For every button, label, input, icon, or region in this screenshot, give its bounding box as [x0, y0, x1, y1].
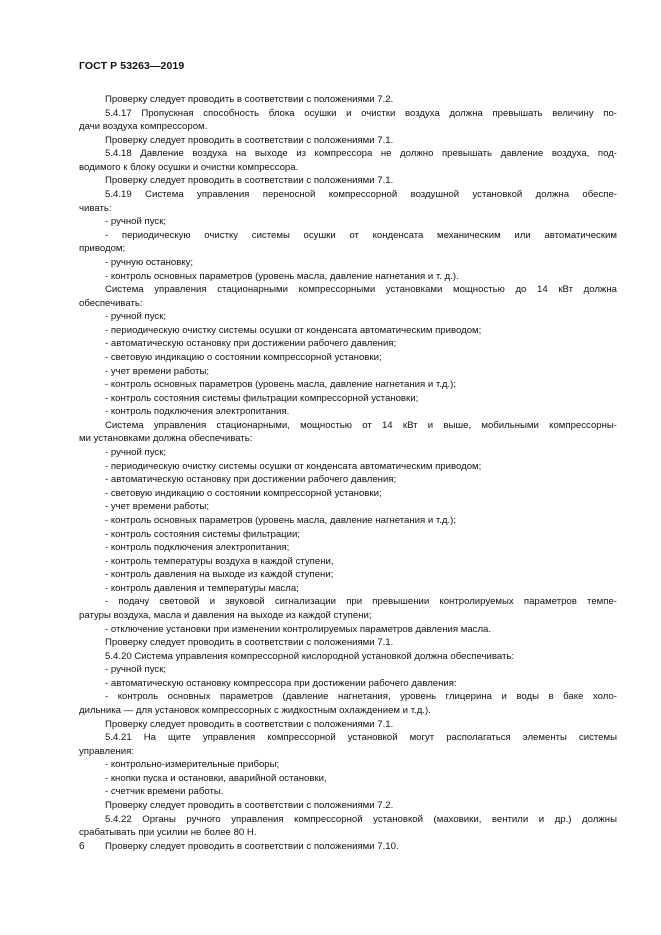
text-line: - автоматическую остановку при достижении рабочего давления;: [105, 338, 397, 350]
text-line: - контроль температуры воздуха в каждой ступени,: [105, 555, 334, 567]
text-line: - счетчик времени работы.: [105, 786, 224, 798]
text-line: обеспечивать:: [79, 297, 143, 309]
text-line: Проверку следует проводить в соответствии с положениями 7.1.: [105, 718, 394, 730]
text-line: водимого к блоку осушки и очистки компрессора.: [79, 161, 299, 173]
text-line: Проверку следует проводить в соответствии с положениями 7.10.: [105, 840, 399, 852]
text-line: - контроль давления и температуры масла;: [105, 582, 299, 594]
text-line: - ручную остановку;: [105, 256, 194, 268]
text-line: Проверку следует проводить в соответствии с положениями 7.2.: [105, 800, 394, 812]
text-line: - ручной пуск;: [105, 664, 167, 676]
text-line: Система управления стационарными, мощностью от 14 кВт и выше, мобильными компрессорны-: [105, 419, 617, 431]
text-line: - контроль подключения электропитания.: [105, 406, 290, 418]
text-line: 5.4.22 Органы ручного управления компрессорной установкой (маховики, вентили и др.) должны: [105, 813, 617, 825]
text-line: Проверку следует проводить в соответствии с положениями 7.1.: [105, 134, 394, 146]
text-line: 5.4.19 Система управления переносной компрессорной воздушной установкой должна обеспе-: [105, 189, 617, 201]
text-line: - учет времени работы;: [105, 365, 209, 377]
text-line: приводом;: [79, 243, 126, 255]
text-line: - учет времени работы;: [105, 501, 209, 513]
text-line: 5.4.21 На щите управления компрессорной установкой могут располагаться элементы системы: [105, 732, 617, 744]
text-line: Система управления стационарными компрессорными установками мощностью до 14 кВт должна: [105, 284, 617, 296]
text-line: срабатывать при усилии не более 80 Н.: [79, 827, 257, 839]
text-line: Проверку следует проводить в соответствии с положениями 7.1.: [105, 175, 394, 187]
text-line: 5.4.18 Давление воздуха на выходе из компрессора не должно превышать давление воздуха, под-: [105, 148, 617, 160]
text-line: - периодическую очистку системы осушки от конденсата автоматическим приводом;: [105, 324, 482, 336]
text-line: - ручной пуск;: [105, 311, 167, 323]
text-line: - контроль основных параметров (уровень масла, давление нагнетания и т.д.);: [105, 514, 457, 526]
document-body: [79, 93, 617, 853]
text-line: - контроль состояния системы фильтрации компрессорной установки;: [105, 392, 419, 404]
text-line: - контроль основных параметров (давление нагнетания, уровень глицерина и воды в баке холо-: [105, 691, 617, 703]
text-line: дильника — для установок компрессорных с жидкостным охлаждением и т.д.).: [79, 705, 431, 717]
text-line: - контроль основных параметров (уровень масла, давление нагнетания и т.д.);: [105, 379, 457, 391]
text-line: - контроль основных параметров (уровень масла, давление нагнетания и т. д.).: [105, 270, 459, 282]
text-line: - кнопки пуска и остановки, аварийной остановки,: [105, 772, 327, 784]
text-line: 5.4.20 Система управления компрессорной кислородной установкой должна обеспечивать:: [105, 650, 515, 662]
text-line: - автоматическую остановку компрессора при достижении рабочего давления:: [105, 677, 457, 689]
text-line: - периодическую очистку системы осушки от конденсата автоматическим приводом;: [105, 460, 482, 472]
text-line: 5.4.17 Пропускная способность блока осушки и очистки воздуха должна превышать величину по-: [105, 107, 617, 119]
text-line: - контрольно-измерительные приборы;: [105, 759, 280, 771]
page-number: 6: [79, 841, 85, 852]
text-line: - ручной пуск;: [105, 447, 167, 459]
text-line: Проверку следует проводить в соответствии с положениями 7.1.: [105, 637, 394, 649]
text-line: Проверку следует проводить в соответствии с положениями 7.2.: [105, 94, 394, 105]
text-line: - световую индикацию о состоянии компрессорной установки;: [105, 487, 382, 499]
text-line: - периодическую очистку системы осушки от конденсата механическим или автоматическим: [105, 229, 617, 241]
text-line: чивать:: [79, 202, 112, 214]
text-line: ми установками должна обеспечивать:: [79, 433, 253, 445]
text-line: - контроль давления на выходе из каждой ступени;: [105, 569, 334, 581]
document-header: ГОСТ Р 53263—2019: [79, 60, 185, 72]
text-line: ратуры воздуха, масла и давления на выходе из каждой ступени;: [79, 609, 372, 621]
text-line: - контроль подключения электропитания;: [105, 542, 290, 554]
text-line: - подачу световой и звуковой сигнализации при превышении контролируемых параметров темпе-: [105, 596, 617, 608]
text-line: - отключение установки при изменении контролируемых параметров давления масла.: [105, 623, 492, 635]
text-line: дачи воздуха компрессором.: [79, 121, 208, 133]
text-line: управления:: [79, 745, 134, 757]
text-line: - световую индикацию о состоянии компрессорной установки;: [105, 351, 382, 363]
text-line: - ручной пуск;: [105, 216, 167, 228]
text-line: - автоматическую остановку при достижении рабочего давления;: [105, 474, 397, 486]
text-line: - контроль состояния системы фильтрации;: [105, 528, 301, 540]
